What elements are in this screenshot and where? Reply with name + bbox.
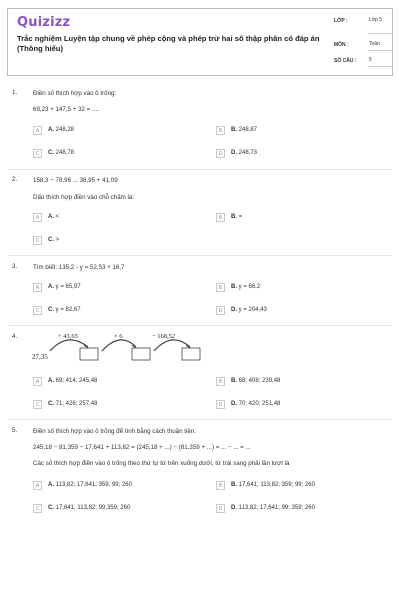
option-key-box: B <box>216 377 225 386</box>
option-key-box: C <box>33 504 42 513</box>
option-text: 17,641; 113,82; 359; 99; 260 <box>238 482 315 488</box>
option-key-box: B <box>216 481 225 490</box>
option-text: y = 65,97 <box>55 284 81 290</box>
option-text: 113,82; 17,641; 359; 99; 260 <box>55 482 132 488</box>
option-text: 248,28 <box>55 127 75 133</box>
option-text: 68; 408; 239,48 <box>238 378 281 384</box>
option-text: 70; 420; 251,48 <box>238 401 281 407</box>
option-text: = <box>238 214 243 220</box>
diagram-start-value: 27,35 <box>32 353 48 361</box>
option-text: 248,73 <box>238 150 258 156</box>
option-text: 17,641; 113,82; 99,359; 260 <box>55 505 131 511</box>
option-key-box: B <box>216 283 225 292</box>
option-text: < <box>55 214 60 220</box>
question-divider <box>8 419 392 420</box>
question-number: 1. <box>12 89 18 96</box>
option-text: 113,82; 17,641; 99; 359; 260 <box>238 505 315 511</box>
question-divider <box>8 169 392 170</box>
worksheet-header <box>7 8 393 76</box>
question-text: Điền số thích hợp vào ô trống: <box>33 90 117 97</box>
option-key-box: D <box>216 400 225 409</box>
option-key-box: A <box>33 126 42 135</box>
option-key-box: C <box>33 400 42 409</box>
option-key-box: A <box>33 377 42 386</box>
question-number: 2. <box>12 176 18 183</box>
option-text: 248,87 <box>238 127 258 133</box>
option-text: 248,78 <box>55 150 75 156</box>
worksheet-title: Trắc nghiệm Luyện tập chung về phép cộng và phép trừ hai số thập phân có đáp án (Thông hiểu) <box>17 34 320 53</box>
option-key-box: A <box>33 481 42 490</box>
count-underline <box>368 66 392 67</box>
question-expression: 158,3 − 78,96 ... 36,95 + 41,09 <box>33 177 118 184</box>
subject-label: MÔN : <box>334 42 349 48</box>
option-key-box: D <box>216 306 225 315</box>
question-number: 3. <box>12 263 18 270</box>
option-key-box: B <box>216 126 225 135</box>
question-number: 5. <box>12 427 18 434</box>
class-value: Lớp 5 <box>369 17 383 23</box>
question-count-label: SỐ CÂU : <box>334 58 357 64</box>
option-text: 71; 426; 257,48 <box>55 401 98 407</box>
question-count-value: 5 <box>369 57 372 63</box>
question-expression: 69,23 + 147,5 + 32 = .... <box>33 106 99 113</box>
option-text: 69; 414; 245,48 <box>55 378 98 384</box>
option-key-box: C <box>33 306 42 315</box>
option-key-box: D <box>216 504 225 513</box>
subject-value: Toán <box>369 41 380 47</box>
question-number: 4. <box>12 333 18 340</box>
diagram-op-3: − 168,52 <box>152 333 176 340</box>
option-key-box: B <box>216 213 225 222</box>
option-text: > <box>55 237 60 243</box>
class-underline <box>368 33 392 34</box>
option-key-box: C <box>33 236 42 245</box>
option-key-box: A <box>33 213 42 222</box>
subject-underline <box>368 50 392 51</box>
answer-box-3[interactable] <box>182 348 200 360</box>
diagram-op-1: + 43,65 <box>58 333 78 340</box>
option-text: y = 82,67 <box>55 307 81 313</box>
option-text: y = 204,43 <box>238 307 267 313</box>
question-expression: 245,18 − 81,359 − 17,641 + 113,82 = (245,18 + ...) − (81,359 + ...) = ... − ... = ... <box>33 444 251 451</box>
question-divider <box>8 255 392 256</box>
diagram-op-2: × 6 <box>114 333 123 340</box>
question-text: Tìm biết: 135,2 - y = 52,53 + 16,7 <box>33 264 125 271</box>
option-text: y = 66,2 <box>238 284 261 290</box>
arrow-arc-2 <box>102 340 136 351</box>
question-text: Điền số thích hợp vào ô trống để tính bằng cách thuận tiện: <box>33 428 196 435</box>
answer-box-2[interactable] <box>132 348 150 360</box>
operation-chain-diagram <box>30 329 210 365</box>
question-text: Dấu thích hợp điền vào chỗ chấm là: <box>33 194 135 201</box>
worksheet-page: Quizizz Trắc nghiệm Luyện tập chung về phép cộng và phép trừ hai số thập phân có đáp án (Thông hiểu) LỚP : Lớp 5 MÔN : Toán SỐ CÂU : 5 1. Điền số thích hợp vào ô trống: 69,23 + 147,5 + 32 = .... A A. 248,28 B B. 248,87 C C. 248,78 D D. 248,73 2. 158,3 − 78,96 ... 36,95 + 41,09 Dấu thích hợp điền vào chỗ chấm là: A A. < B B. = C C. > 3. Tìm biết: 135,2 - y = 52,53 + 16,7 A A. y = 65,97 B B. y = 66,2 C C. y = 82,67 D D. y = 204,43 4. 27,35 + 43,65 × 6 − 168,52 A A. 69; 414; 245,48 B B. 68; 408; 239,48 C C. 71; 426; 257,48 D D. 70; 420; 251,48 5. Điền số thích hợp vào ô trống để tính bằng cách thuận tiện: 245,18 − 81,359 − 17,641 + 113,82 = (245,18 + ...) − (81,359 + ...) = ... − ... = ... Các số thích hợp điền vào ô trống theo thứ tự từ trên xuống dưới, từ trái sang phải lần lượt là A A. 113,82; 17,641; 359; 99; 260 B B. 17,641; 113,82; 359; 99; 260 C C. 17,641; 113,82; 99,359; 260 D D. 113,82; 17,641; 99; 359; 260 <box>0 0 400 600</box>
quizizz-logo: Quizizz <box>17 15 71 30</box>
question-divider <box>8 325 392 326</box>
option-key-box: A <box>33 283 42 292</box>
option-key-box: D <box>216 149 225 158</box>
class-label: LỚP : <box>334 18 348 24</box>
option-key-box: C <box>33 149 42 158</box>
question-instruction: Các số thích hợp điền vào ô trống theo thứ tự từ trên xuống dưới, từ trái sang phải lần lượt là <box>33 460 290 467</box>
answer-box-1[interactable] <box>80 348 98 360</box>
